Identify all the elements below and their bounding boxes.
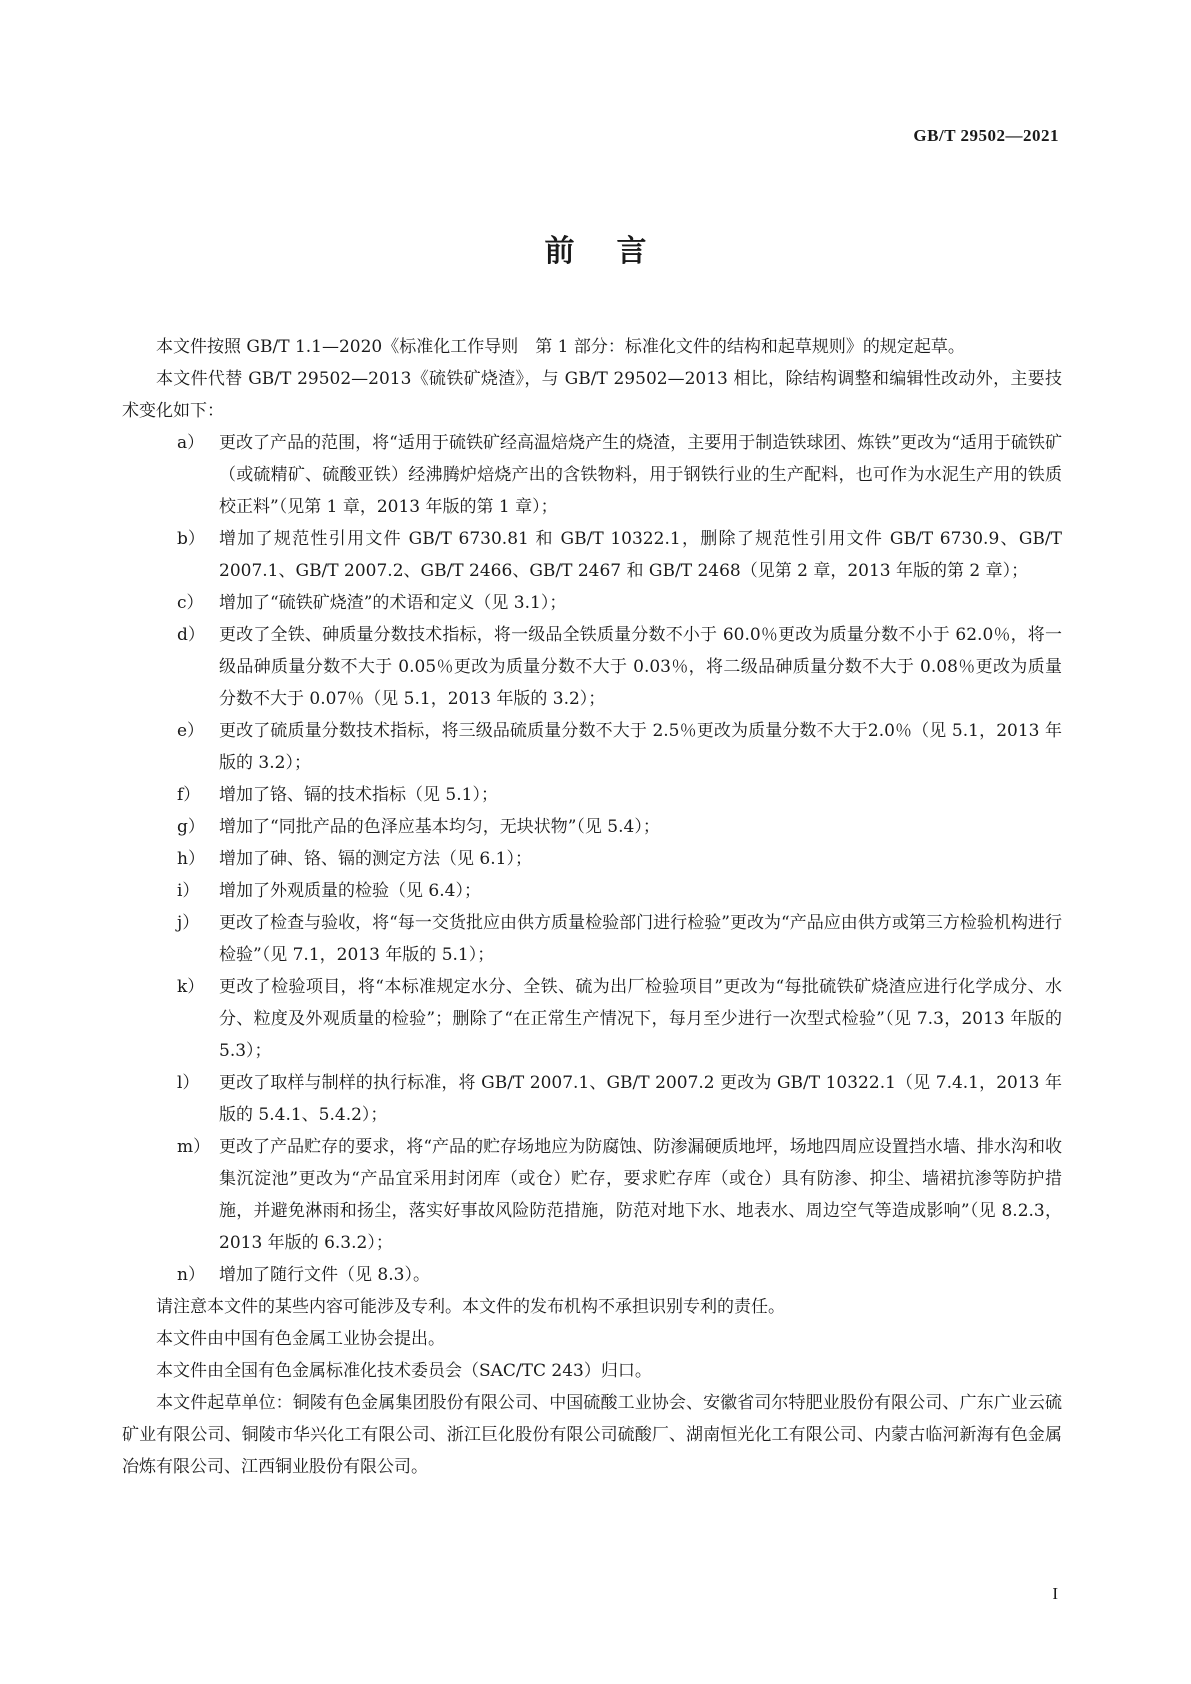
change-text: 更改了检查与验收，将“每一交货批应由供方质量检验部门进行检验”更改为“产品应由供方或第三方检验机构进行检验”（见 7.1，2013 年版的 5.1）； [219,913,1062,965]
change-text: 增加了外观质量的检验（见 6.4）； [219,881,481,901]
change-item [122,907,1062,971]
change-text: 更改了全铁、砷质量分数技术指标，将一级品全铁质量分数不小于 60.0％更改为质量分数不小于 62.0％，将一级品砷质量分数不大于 0.05％更改为质量分数不大于 0.03％，将二级品砷质量分数不大于 0.08％更改为质量分数不大于 0.07％（见 5.1，2013 年版的 3.2）； [219,625,1062,709]
list-marker: g） [177,817,205,837]
foreword-body [122,331,1062,1483]
change-text: 增加了铬、镉的技术指标（见 5.1）； [219,785,498,805]
change-item [122,523,1062,587]
paragraph: 本文件代替 GB/T 29502—2013《硫铁矿烧渣》，与 GB/T 29502—2013 相比，除结构调整和编辑性改动外，主要技术变化如下： [122,369,1062,421]
paragraph: 本文件起草单位：铜陵有色金属集团股份有限公司、中国硫酸工业协会、安徽省司尔特肥业股份有限公司、广东广业云硫矿业有限公司、铜陵市华兴化工有限公司、浙江巨化股份有限公司硫酸厂、湖南恒光化工有限公司、内蒙古临河新海有色金属冶炼有限公司、江西铜业股份有限公司。 [122,1393,1062,1477]
change-item [122,1067,1062,1131]
list-marker: b） [177,529,205,549]
list-marker: n） [177,1265,205,1285]
change-text: 增加了规范性引用文件 GB/T 6730.81 和 GB/T 10322.1，删除了规范性引用文件 GB/T 6730.9、GB/T 2007.1、GB/T 2007.2、GB/T 2466、GB/T 2467 和 GB/T 2468（见第 2 章，2013 年版的第 2 章）； [219,529,1062,581]
change-item [122,779,1062,811]
list-marker: c） [177,593,204,613]
list-marker: d） [177,625,205,645]
change-text: 增加了随行文件（见 8.3）。 [219,1265,430,1285]
change-item [122,971,1062,1067]
change-item [122,843,1062,875]
change-text: 更改了检验项目，将“本标准规定水分、全铁、硫为出厂检验项目”更改为“每批硫铁矿烧渣应进行化学成分、水分、粒度及外观质量的检验”；删除了“在正常生产情况下，每月至少进行一次型式检验”（见 7.3，2013 年版的 5.3）； [219,977,1062,1061]
change-item [122,1259,1062,1291]
change-text: 更改了产品的范围，将“适用于硫铁矿经高温焙烧产生的烧渣，主要用于制造铁球团、炼铁”更改为“适用于硫铁矿（或硫精矿、硫酸亚铁）经沸腾炉焙烧产出的含铁物料，用于钢铁行业的生产配料，也可作为水泥生产用的铁质校正料”（见第 1 章，2013 年版的第 1 章）； [219,433,1062,517]
change-text: 增加了“硫铁矿烧渣”的术语和定义（见 3.1）； [219,593,567,613]
list-marker: i） [177,881,200,901]
change-text: 更改了硫质量分数技术指标，将三级品硫质量分数不大于 2.5％更改为质量分数不大于2.0％（见 5.1，2013 年版的 3.2）； [219,721,1062,773]
change-text: 增加了砷、铬、镉的测定方法（见 6.1）； [219,849,532,869]
paragraph: 请注意本文件的某些内容可能涉及专利。本文件的发布机构不承担识别专利的责任。 [156,1297,785,1317]
change-text: 更改了取样与制样的执行标准，将 GB/T 2007.1、GB/T 2007.2 更改为 GB/T 10322.1（见 7.4.1，2013 年版的 5.4.1、5.4.2）； [219,1073,1062,1125]
page-title: 前言 [544,234,689,269]
change-item [122,427,1062,523]
list-marker: m） [177,1137,211,1157]
change-item [122,1131,1062,1259]
change-item [122,715,1062,779]
list-marker: h） [177,849,205,869]
change-item [122,811,1062,843]
paragraph: 本文件由中国有色金属工业协会提出。 [156,1329,445,1349]
change-item [122,619,1062,715]
document-code: GB/T 29502—2021 [913,126,1059,145]
change-text: 更改了产品贮存的要求，将“产品的贮存场地应为防腐蚀、防渗漏硬质地坪，场地四周应设置挡水墙、排水沟和收集沉淀池”更改为“产品宜采用封闭库（或仓）贮存，要求贮存库（或仓）具有防渗、抑尘、墙裙抗渗等防护措施，并避免淋雨和扬尘，落实好事故风险防范措施，防范对地下水、地表水、周边空气等造成影响”（见 8.2.3，2013 年版的 6.3.2）； [219,1137,1062,1253]
page-number: I [1052,1584,1058,1603]
list-marker: e） [177,721,205,741]
change-item [122,587,1062,619]
paragraph: 本文件按照 GB/T 1.1—2020《标准化工作导则 第 1 部分：标准化文件的结构和起草规则》的规定起草。 [156,337,965,357]
change-item [122,875,1062,907]
list-marker: j） [177,913,200,933]
list-marker: l） [177,1073,200,1093]
change-text: 增加了“同批产品的色泽应基本均匀，无块状物”（见 5.4）； [219,817,660,837]
list-marker: k） [177,977,205,997]
list-marker: f） [177,785,201,805]
list-marker: a） [177,433,205,453]
paragraph: 本文件由全国有色金属标准化技术委员会（SAC/TC 243）归口。 [156,1361,652,1381]
